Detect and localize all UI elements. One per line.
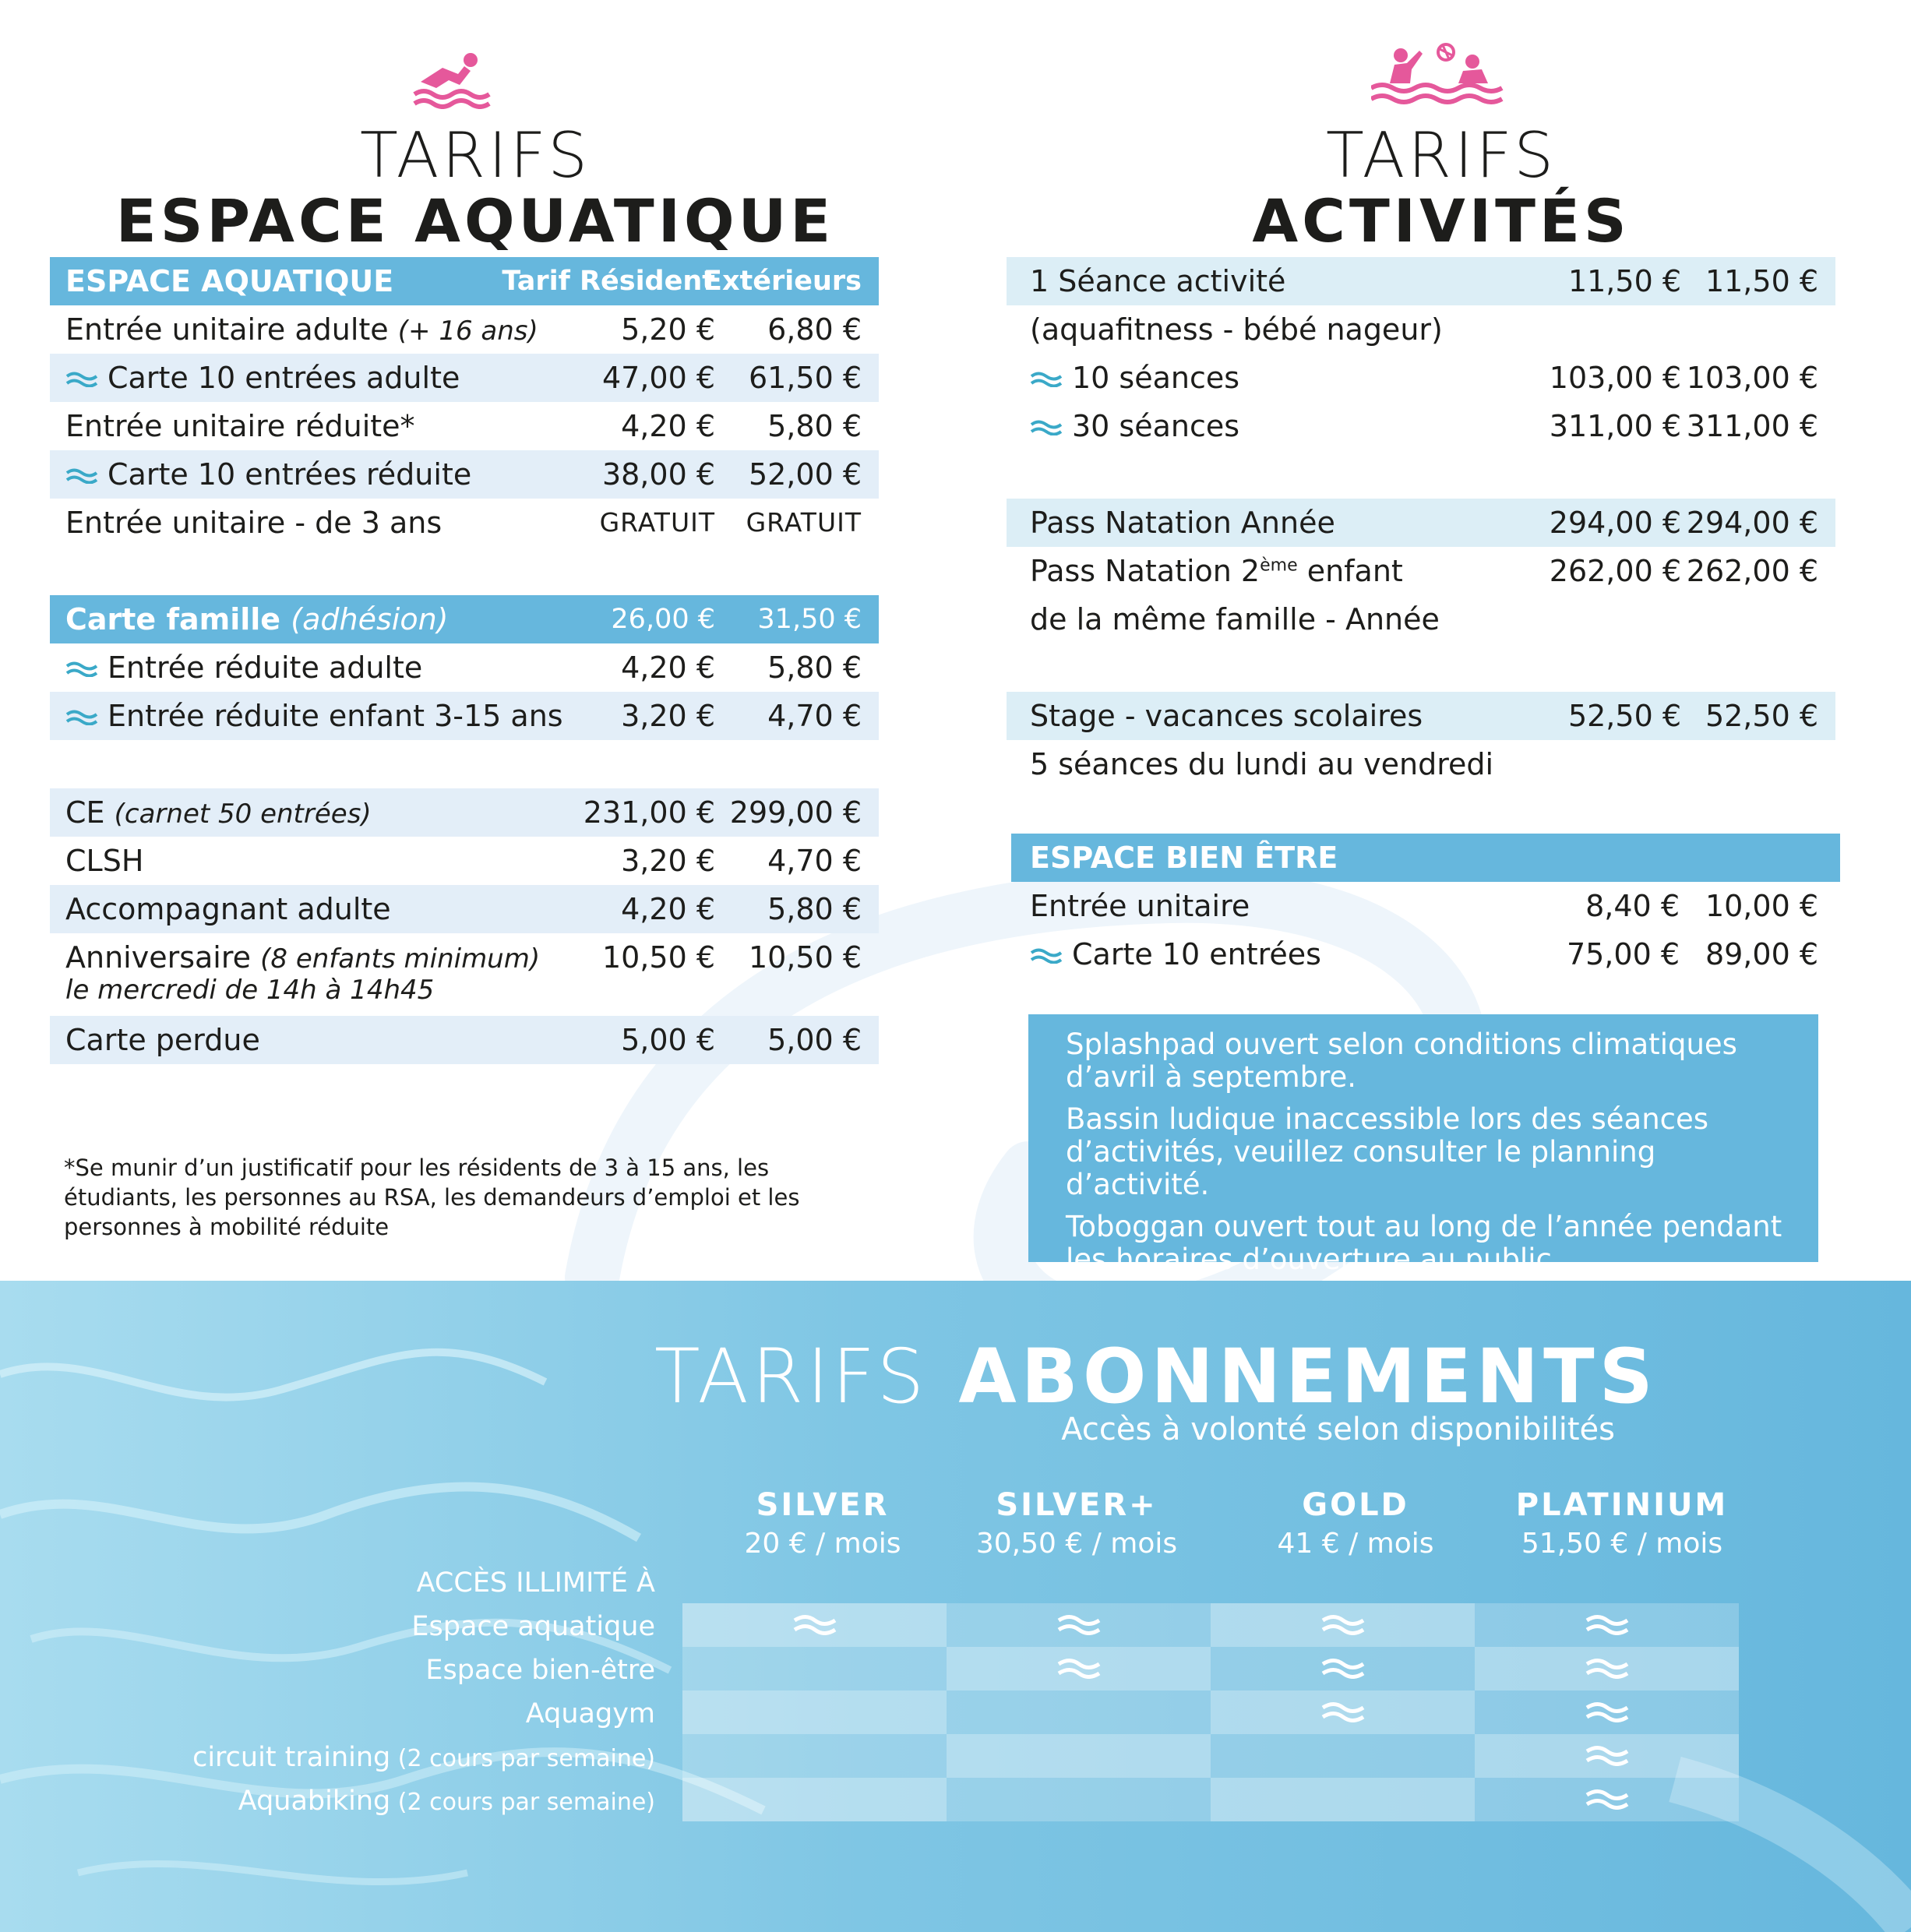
table-row xyxy=(1007,354,1835,402)
price-resident: 294,00 € xyxy=(1549,506,1681,540)
feature-grid-cell xyxy=(947,1603,1211,1647)
row-label: Entrée unitaire réduite* xyxy=(65,409,415,443)
table-row xyxy=(50,933,879,1016)
feature-grid-cell xyxy=(682,1603,947,1647)
wave-icon xyxy=(65,707,98,725)
price-resident: 103,00 € xyxy=(1549,361,1681,395)
price-exterieur: GRATUIT xyxy=(746,507,862,538)
right-heading xyxy=(1052,119,1831,256)
feature-label: circuit training (2 cours par semaine) xyxy=(192,1742,655,1773)
price-resident: 52,50 € xyxy=(1567,699,1681,733)
plan-platinium xyxy=(1490,1485,1754,1563)
included-wave-icon xyxy=(1585,1699,1630,1726)
row-label: Carte perdue xyxy=(65,1023,260,1057)
price-resident: 3,20 € xyxy=(621,699,715,733)
activites-price-table xyxy=(1007,257,1835,788)
table-row xyxy=(50,643,879,692)
row-sublabel: (aquafitness - bébé nageur) xyxy=(1030,312,1443,347)
included-wave-icon xyxy=(1056,1612,1102,1638)
price-exterieur: 5,00 € xyxy=(767,1023,862,1057)
price-exterieur: 10,00 € xyxy=(1705,889,1818,923)
aquatique-price-table xyxy=(50,257,879,1064)
included-wave-icon xyxy=(1320,1612,1366,1638)
plan-silver xyxy=(690,1485,955,1563)
abonnements-title xyxy=(654,1333,1658,1420)
wave-icon xyxy=(1030,368,1063,387)
table-row xyxy=(50,692,879,740)
price-exterieur: 6,80 € xyxy=(767,312,862,347)
price-exterieur: 11,50 € xyxy=(1705,264,1818,298)
table-row xyxy=(1007,595,1835,643)
row-label: Carte 10 entrées xyxy=(1072,937,1321,971)
feature-grid-cell xyxy=(1475,1690,1739,1734)
table-row xyxy=(50,354,879,402)
feature-grid-cell xyxy=(1211,1778,1475,1821)
feature-label: Espace bien-être xyxy=(425,1655,655,1686)
price-resident: 231,00 € xyxy=(583,795,715,830)
table-row xyxy=(50,788,879,837)
row-label: CE xyxy=(65,795,105,830)
included-wave-icon xyxy=(1320,1655,1366,1682)
included-wave-icon xyxy=(1585,1655,1630,1682)
feature-grid-row xyxy=(682,1603,1739,1647)
info-box xyxy=(1028,1014,1818,1276)
price-exterieur: 299,00 € xyxy=(729,795,862,830)
row-note: (8 enfants minimum) xyxy=(260,943,541,975)
feature-grid-cell xyxy=(947,1778,1211,1821)
included-wave-icon xyxy=(1056,1655,1102,1682)
row-sublabel: 5 séances du lundi au vendredi xyxy=(1030,747,1494,781)
row-label: Entrée réduite enfant 3-15 ans xyxy=(108,699,563,733)
price-resident: 4,20 € xyxy=(621,892,715,926)
price-resident: 5,00 € xyxy=(621,1023,715,1057)
row-sublabel: de la même famille - Année xyxy=(1030,602,1440,636)
price-resident: 10,50 € xyxy=(601,940,715,975)
table-header-label: ESPACE AQUATIQUE xyxy=(65,264,394,298)
table-row xyxy=(50,1016,879,1064)
feature-grid-row xyxy=(682,1734,1739,1778)
feature-grid-cell xyxy=(1211,1734,1475,1778)
price-exterieur: 294,00 € xyxy=(1686,506,1818,540)
feature-grid-cell xyxy=(1475,1734,1739,1778)
feature-grid-row xyxy=(682,1778,1739,1821)
feature-grid-cell xyxy=(1475,1603,1739,1647)
left-heading-line1: TARIFS xyxy=(360,119,591,192)
row-label-suffix: enfant xyxy=(1297,554,1403,588)
feature-label: Aquabiking (2 cours par semaine) xyxy=(238,1786,655,1817)
table-row xyxy=(1007,740,1835,788)
table-row xyxy=(50,450,879,499)
feature-grid-cell xyxy=(682,1647,947,1690)
price-resident: 3,20 € xyxy=(621,844,715,878)
price-resident: 8,40 € xyxy=(1585,889,1680,923)
feature-grid-cell xyxy=(1475,1647,1739,1690)
table-header-row xyxy=(1011,834,1840,882)
wave-icon xyxy=(65,368,98,387)
feature-grid-cell xyxy=(1211,1690,1475,1734)
plan-price: 51,50 € / mois xyxy=(1521,1528,1723,1560)
row-label: 10 séances xyxy=(1072,361,1240,395)
footnote: *Se munir d’un justificatif pour les résidents de 3 à 15 ans, les étudiants, les personnes au RSA, les demandeurs d’emploi et les personnes à mobilité réduite xyxy=(64,1155,800,1240)
price-exterieur: 103,00 € xyxy=(1686,361,1818,395)
table-row xyxy=(1007,692,1835,740)
price-exterieur: 10,50 € xyxy=(748,940,862,975)
right-heading-line2: ACTIVITÉS xyxy=(1252,186,1631,256)
row-label: Accompagnant adulte xyxy=(65,892,391,926)
table-row xyxy=(1007,402,1835,450)
wave-icon xyxy=(65,465,98,484)
row-label: CLSH xyxy=(65,844,144,878)
row-label: Carte 10 entrées adulte xyxy=(108,361,460,395)
price-exterieur: 52,00 € xyxy=(748,457,862,492)
table-row xyxy=(50,305,879,354)
price-resident: 4,20 € xyxy=(621,650,715,685)
feature-grid-cell xyxy=(1211,1647,1475,1690)
row-label: Pass Natation Année xyxy=(1030,506,1335,540)
row-label: 30 séances xyxy=(1072,409,1240,443)
price-resident: 4,20 € xyxy=(621,409,715,443)
left-heading-line2: ESPACE AQUATIQUE xyxy=(115,186,835,256)
abonnements-title-line1: TARIFS xyxy=(654,1333,928,1420)
table-header-row xyxy=(50,257,879,305)
price-exterieur: 61,50 € xyxy=(748,361,862,395)
plan-name: PLATINIUM xyxy=(1515,1487,1729,1523)
price-exterieur: 4,70 € xyxy=(767,844,862,878)
column-header-resident: Tarif Résident xyxy=(502,266,715,297)
left-heading xyxy=(86,119,865,256)
feature-label: Aquagym xyxy=(525,1698,655,1729)
row-label: Entrée unitaire adulte xyxy=(65,312,389,347)
abonnements-subtitle: Accès à volonté selon disponibilités xyxy=(1061,1412,1615,1447)
included-wave-icon xyxy=(1585,1786,1630,1813)
info-paragraph: Toboggan ouvert tout au long de l’année pendant les horaires d’ouverture au public. xyxy=(1066,1210,1782,1276)
wave-icon xyxy=(65,658,98,677)
plan-price: 20 € / mois xyxy=(744,1528,901,1560)
plan-name: GOLD xyxy=(1302,1487,1409,1523)
table-row xyxy=(50,402,879,450)
table-row xyxy=(50,499,879,547)
included-wave-icon xyxy=(1320,1699,1366,1726)
table-row xyxy=(1007,499,1835,547)
water-play-icon xyxy=(1371,43,1507,105)
row-label: Stage - vacances scolaires xyxy=(1030,699,1423,733)
bien-etre-price-table xyxy=(1011,834,1840,978)
price-resident: 75,00 € xyxy=(1566,937,1680,971)
price-exterieur: 5,80 € xyxy=(767,409,862,443)
info-paragraph: Bassin ludique inaccessible lors des séances d’activités, veuillez consulter le planning d’activité. xyxy=(1066,1102,1709,1201)
wave-icon xyxy=(1030,417,1063,435)
feature-grid-cell xyxy=(682,1734,947,1778)
plan-silver-plus xyxy=(944,1485,1209,1563)
table-row xyxy=(1007,257,1835,305)
row-sublabel: le mercredi de 14h à 14h45 xyxy=(65,975,435,1006)
abonnements-title-line2: ABONNEMENTS xyxy=(958,1333,1658,1420)
price-exterieur: 89,00 € xyxy=(1705,937,1818,971)
price-exterieur: 52,50 € xyxy=(1705,699,1818,733)
famille-note: (adhésion) xyxy=(291,602,449,636)
price-exterieur: 4,70 € xyxy=(767,699,862,733)
price-exterieur: 31,50 € xyxy=(757,604,862,635)
price-resident: 38,00 € xyxy=(601,457,715,492)
price-resident: 47,00 € xyxy=(601,361,715,395)
access-label: ACCÈS ILLIMITÉ À xyxy=(416,1567,655,1599)
table-row xyxy=(50,837,879,885)
table-row xyxy=(1011,882,1840,930)
price-exterieur: 262,00 € xyxy=(1686,554,1818,588)
row-label: Entrée unitaire - de 3 ans xyxy=(65,506,442,540)
price-resident: GRATUIT xyxy=(599,507,715,538)
row-label: Anniversaire xyxy=(65,940,252,975)
feature-grid-row xyxy=(682,1647,1739,1690)
feature-grid-cell xyxy=(682,1778,947,1821)
included-wave-icon xyxy=(1585,1743,1630,1769)
row-label: Pass Natation 2 xyxy=(1030,554,1260,588)
plan-name: SILVER xyxy=(756,1487,890,1523)
included-wave-icon xyxy=(1585,1612,1630,1638)
price-resident: 26,00 € xyxy=(611,604,715,635)
row-note: (carnet 50 entrées) xyxy=(114,799,372,830)
famille-label: Carte famille xyxy=(65,602,281,636)
column-header-exterieur: Extérieurs xyxy=(703,266,862,297)
plan-gold xyxy=(1223,1485,1488,1563)
included-wave-icon xyxy=(792,1612,837,1638)
price-resident: 262,00 € xyxy=(1549,554,1681,588)
table-row xyxy=(1007,305,1835,354)
feature-grid-cell xyxy=(947,1647,1211,1690)
feature-grid-cell xyxy=(947,1734,1211,1778)
price-exterieur: 311,00 € xyxy=(1686,409,1818,443)
feature-label: Espace aquatique xyxy=(411,1611,655,1642)
price-exterieur: 5,80 € xyxy=(767,650,862,685)
price-resident: 11,50 € xyxy=(1567,264,1681,298)
wave-icon xyxy=(1030,945,1063,964)
plan-price: 30,50 € / mois xyxy=(975,1528,1178,1560)
abonnements-section xyxy=(0,1281,1911,1932)
info-paragraph: Splashpad ouvert selon conditions climatiques d’avril à septembre. xyxy=(1066,1028,1737,1094)
feature-grid xyxy=(682,1603,1739,1821)
right-heading-line1: TARIFS xyxy=(1326,119,1557,192)
feature-grid-row xyxy=(682,1690,1739,1734)
row-label: Entrée unitaire xyxy=(1030,889,1250,923)
row-note: (+ 16 ans) xyxy=(397,316,538,347)
row-label: Carte 10 entrées réduite xyxy=(108,457,472,492)
plan-price: 41 € / mois xyxy=(1277,1528,1434,1560)
table-header-label: ESPACE BIEN ÊTRE xyxy=(1030,841,1338,875)
table-row xyxy=(1007,547,1835,595)
plan-name: SILVER+ xyxy=(996,1487,1158,1523)
table-row xyxy=(1011,930,1840,978)
price-exterieur: 5,80 € xyxy=(767,892,862,926)
feature-grid-cell xyxy=(1475,1778,1739,1821)
price-resident: 311,00 € xyxy=(1549,409,1681,443)
feature-grid-cell xyxy=(682,1690,947,1734)
row-label: 1 Séance activité xyxy=(1030,264,1286,298)
feature-grid-cell xyxy=(947,1690,1211,1734)
row-label-superscript: ème xyxy=(1260,555,1298,576)
row-label: Entrée réduite adulte xyxy=(108,650,423,685)
feature-grid-cell xyxy=(1211,1603,1475,1647)
price-resident: 5,20 € xyxy=(621,312,715,347)
famille-header-row xyxy=(50,595,879,643)
table-row xyxy=(50,885,879,933)
swimmer-icon xyxy=(413,51,491,109)
